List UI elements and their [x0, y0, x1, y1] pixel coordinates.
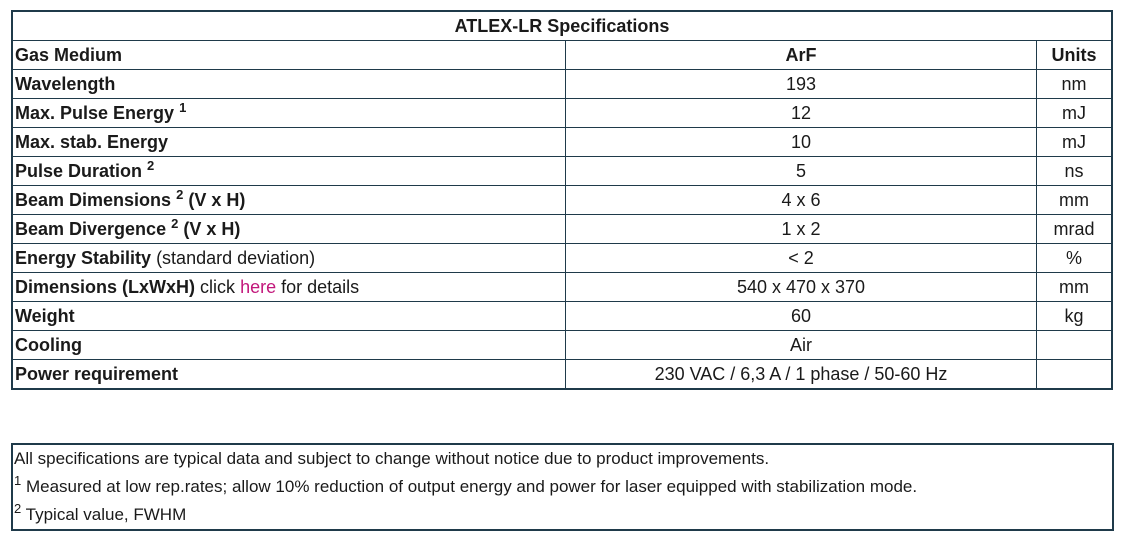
row-label-cell [12, 99, 566, 128]
row-label: Cooling [15, 335, 82, 355]
header-param: Gas Medium [12, 41, 566, 70]
table-row [12, 331, 1112, 360]
row-value: 10 [566, 128, 1037, 157]
row-label-cell [12, 244, 566, 273]
footnote-text: Measured at low rep.rates; allow 10% reduction of output energy and power for laser equipped with stabilization mode. [25, 477, 918, 496]
table-title-row [12, 11, 1112, 41]
table-title: ATLEX-LR Specifications [12, 11, 1112, 41]
row-value: Air [566, 331, 1037, 360]
table-row [12, 244, 1112, 273]
row-units: mm [1037, 186, 1113, 215]
footnote-1 [14, 473, 1112, 501]
row-label-cell [12, 128, 566, 157]
table-row [12, 99, 1112, 128]
row-label: Wavelength [15, 74, 116, 94]
row-label-cell [12, 360, 566, 390]
row-label-cell [12, 157, 566, 186]
row-label-cell [12, 186, 566, 215]
row-label-cell [12, 331, 566, 360]
row-units [1037, 360, 1113, 390]
row-units: mrad [1037, 215, 1113, 244]
row-label-cell [12, 70, 566, 99]
row-value: 193 [566, 70, 1037, 99]
row-units: ns [1037, 157, 1113, 186]
table-row [12, 70, 1112, 99]
footnote-mark: 2 [147, 158, 155, 173]
row-value: 5 [566, 157, 1037, 186]
footnote-mark: 1 [14, 473, 22, 488]
table-row [12, 128, 1112, 157]
table-row [12, 215, 1112, 244]
row-label-suffix: (V x H) [188, 190, 246, 210]
row-value: 60 [566, 302, 1037, 331]
header-units: Units [1037, 41, 1113, 70]
row-label: Pulse Duration [15, 161, 143, 181]
footnote-mark: 2 [176, 187, 184, 202]
row-label: Max. stab. Energy [15, 132, 169, 152]
row-label: Dimensions (LxWxH) [15, 277, 196, 297]
table-header-row [12, 41, 1112, 70]
row-units: mm [1037, 273, 1113, 302]
row-units [1037, 331, 1113, 360]
row-units: nm [1037, 70, 1113, 99]
row-label-suffix: (V x H) [183, 219, 241, 239]
row-label-note: (standard deviation) [156, 248, 316, 268]
table-row [12, 360, 1112, 390]
details-link[interactable]: here [240, 277, 277, 297]
footnote-mark: 2 [14, 501, 22, 516]
row-units: % [1037, 244, 1113, 273]
row-value: < 2 [566, 244, 1037, 273]
footnote-2 [14, 501, 1112, 529]
row-label: Beam Divergence [15, 219, 167, 239]
row-units: mJ [1037, 128, 1113, 157]
table-row [12, 273, 1112, 302]
row-value: 12 [566, 99, 1037, 128]
row-label: Beam Dimensions [15, 190, 172, 210]
table-row [12, 157, 1112, 186]
row-label-tail: for details [281, 277, 360, 297]
row-value: 230 VAC / 6,3 A / 1 phase / 50-60 Hz [566, 360, 1037, 390]
header-value: ArF [566, 41, 1037, 70]
row-label-note: click [200, 277, 236, 297]
row-label-cell [12, 302, 566, 331]
row-units: kg [1037, 302, 1113, 331]
row-label: Weight [15, 306, 75, 326]
footnote-text: Typical value, FWHM [25, 505, 187, 524]
row-label: Energy Stability [15, 248, 152, 268]
general-note: All specifications are typical data and subject to change without notice due to product improvements. [14, 449, 770, 468]
table-row [12, 186, 1112, 215]
row-value: 540 x 470 x 370 [566, 273, 1037, 302]
row-label-cell [12, 215, 566, 244]
row-value: 4 x 6 [566, 186, 1037, 215]
specifications-table [11, 10, 1113, 390]
table-row [12, 302, 1112, 331]
row-value: 1 x 2 [566, 215, 1037, 244]
row-label-cell [12, 273, 566, 302]
footnote-mark: 1 [179, 100, 187, 115]
row-label: Max. Pulse Energy [15, 103, 175, 123]
notes-box [11, 443, 1114, 531]
footnote-mark: 2 [171, 216, 179, 231]
row-label: Power requirement [15, 364, 179, 384]
row-units: mJ [1037, 99, 1113, 128]
